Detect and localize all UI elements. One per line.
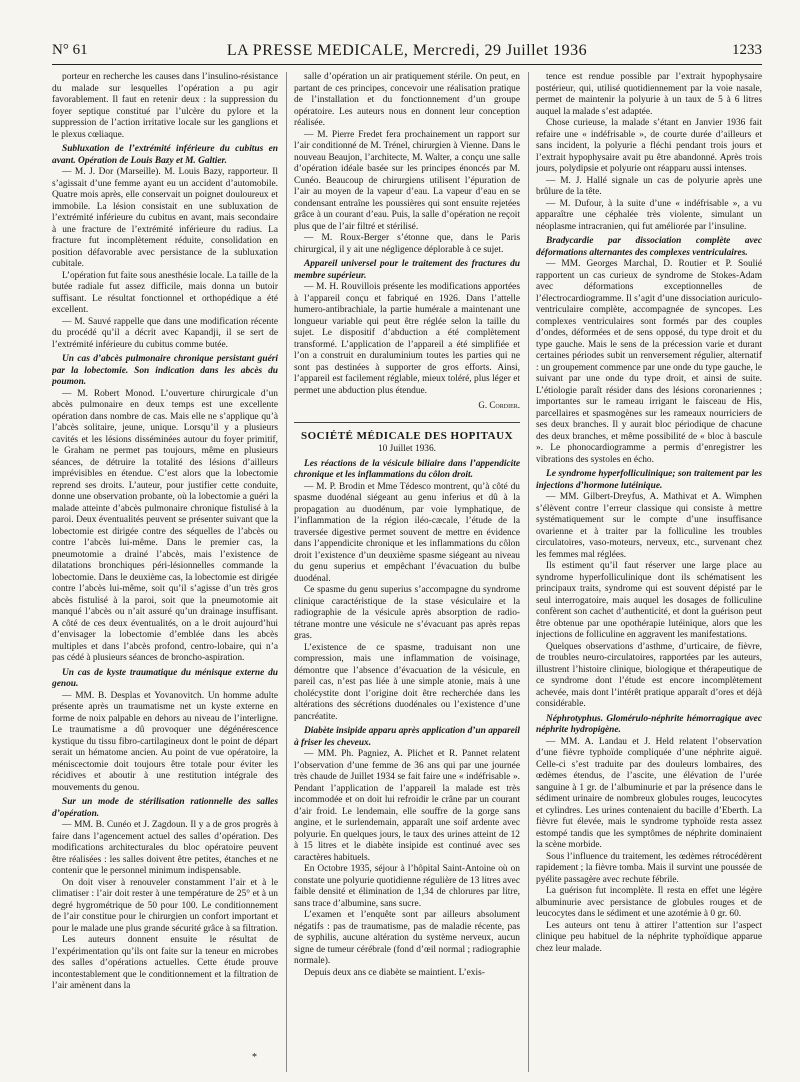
paragraph: Ce spasme du genu superius s’accompagne du syndrome clinique caractéristique de la stase vésiculaire et la radiographie de la vésicule après absorption de radio-tétrane montre une vésicule ne s’évacuant pas après repas gras. [294, 585, 520, 641]
article-title: Le syndrome hyperfolliculinique; son traitement par les injections d’hormone lutéinique. [536, 469, 762, 491]
paragraph: — MM. Gilbert-Dreyfus, A. Mathivat et A. Wimphen s’élèvent contre l’erreur classique qui consiste à mettre systématiquement sur le compte d’une insuffisance ovarienne et à traiter par la folliculine les troubles circulatoires, vaso-moteurs, nerveux, etc., survenant chez les femmes mal réglées. [536, 492, 762, 560]
paragraph: porteur en recherche les causes dans l’insulino-résistance du malade sur lesquelles l’opération a pu agir favorablement. Il faut en retenir deux : la suppression du foyer septique constitué par l’ulcère du pylore et la suppression de l’action irritative locale sur les ganglions et le plexus cœliaque. [52, 72, 278, 140]
article-title: Les réactions de la vésicule biliaire dans l’appendicite chronique et les inflammations du côlon droit. [294, 458, 520, 480]
paragraph: Depuis deux ans ce diabète se maintient. L’exis- [304, 967, 485, 978]
article-title: Sur un mode de stérilisation rationnelle des salles d’opération. [52, 797, 278, 819]
column-2 [294, 72, 520, 1072]
paragraph: — MM. B. Desplas et Yovanovitch. Un homme adulte présente après un traumatisme net un kyste externe en forme de noix palpable en dehors au niveau de l’interligne. Le traumatisme a dû provoquer une dégénérescence kystique du tissu fibro-cartilagineux dont le point de départ serait un hématome ancien. Au point de vue opératoire, la méniscectomie doit toujours être totale pour éviter les récidives et aboutir à une restitution intégrale des mouvements du genou. [52, 690, 278, 793]
column-divider [286, 72, 287, 1072]
paragraph: — M. J. Dor (Marseille). M. Louis Bazy, rapporteur. Il s’agissait d’une femme ayant eu un accident d’automobile. Quatre mois après, elle conservait un poignet douloureux et immobile. La lésion consistait en une subluxation de l’extrémité inférieure du cubitus en avant, mais secondaire à une fracture de l’extrémité inférieure du radius. La fracture fut incomplètement réduite, consolidation en position défavorable avec persistance de la subluxation cubitale. [52, 167, 278, 269]
paragraph: L’opération fut faite sous anesthésie locale. La taille de la butée radiale fut assez difficile, mais donna un butoir suffisant. Le résultat fonctionnel et orthopédique a été excellent. [52, 270, 278, 315]
paragraph: — M. Robert Monod. L’ouverture chirurgicale d’un abcès pulmonaire en deux temps est une excellente opération dans nombre de cas. Mais elle ne s’applique qu’à l’abcès solitaire, jeune, unique. Lorsqu’il y a plusieurs cavités et les lésions disséminées autour du foyer primitif, le Graham ne permet pas toujours, même en plusieurs séances, de détruire la totalité des lésions d’ailleurs imprévisibles en étendue. C’est alors que la lobectomie reprend ses droits. L’auteur, pour justifier cette conduite, donne une observation probante, où la lobectomie a guéri la malade atteinte d’abcès pulmonaire chronique fistulisé à la paroi. Deux éventualités peuvent se présenter suivant que la lobectomie est dirigée contre des séquelles de l’abcès ou contre l’abcès lui-même. Dans le premier cas, la pneumotomie a drainé l’abcès, mais l’existence de dilatations bronchiques péri-lésionnelles commande la lobectomie. Dans le deuxième cas, la lobectomie est dirigée contre l’abcès lui-même, soit qu’il s’agisse d’un très gros abcès fistulisé à la paroi, soit que la pneumotomie ait manqué l’abcès ou n’ait assuré qu’un drainage insuffisant. A côté de ces deux éventualités, on a le droit aujourd’hui d’envisager la lobectomie d’emblée dans les abcès multiples et dans l’abcès profond, centro-lobaire, qui n’a pas cédé à plusieurs séances de broncho-aspiration. [52, 388, 278, 663]
session-date: 10 Juillet 1936. [377, 444, 437, 454]
paragraph: On doit viser à renouveler constamment l’air et à le climatiser : l’air doit rester à une température de 25° et à un degré hygrométrique de 50 pour 100. Le conditionnement de l’air constitue pour le chirurgien un confort important et pour le malade une plus grande sécurité grâce à sa filtration. [52, 877, 278, 934]
paragraph: Sous l’influence du traitement, les œdèmes rétrocédèrent rapidement ; la fièvre tomba. Mais il survint une poussée de pyélite passagère avec rechute fébrile. [536, 851, 762, 885]
paragraph: — MM. B. Cunéo et J. Zagdoun. Il y a de gros progrès à faire dans l’agencement actuel des salles d’opération. Des modifications architecturales du bloc opératoire peuvent être réalisées : les salles doivent être petites, étanches et ne contenir que le personnel minimum indispensable. [52, 820, 278, 876]
paragraph: — MM. Georges Marchal, D. Routier et P. Soulié rapportent un cas curieux de syndrome de Stokes-Adam avec déformations exceptionnelles de l’électrocardiogramme. Il s’agit d’une dissociation auriculo-ventriculaire complète, accompagnée de syncopes. Les complexes ventriculaires sont formés par des couples d’ondes, déformées et de sens opposé, du type droit et du type gauche. Mais le sens de la précession varie et durant certaines périodes subit un renversement régulier, alternatif : un groupement commence par une onde du type gauche, le suivant par une onde du type droit, et ainsi de suite. L’étiologie paraît résider dans des lésions coronariennes ; importantes sur le rameau irrigant le faisceau de His, parcellaires et spasmogènes sur les rameaux nourriciers de ses deux branches. Il y aurait bloc périodique de chacune des deux branches, et même possibilité de « bloc à bascule ». Le phonocardiogramme a permis d’enregistrer les vibrations des systoles en écho. [536, 259, 762, 465]
page-header [52, 40, 762, 65]
column-divider [528, 72, 529, 1072]
section-heading: SOCIÉTÉ MÉDICALE DES HOPITAUX [294, 422, 520, 443]
paragraph: Les auteurs donnent ensuite le résultat de l’expérimentation qu’ils ont faite sur la teneur en microbes des salles d’opérations actuelles. Cette étude prouve incontestablement que le conditionnement et la filtration de l’air amènent dans la [52, 935, 278, 991]
paragraph: L’existence de ce spasme, traduisant non une compression, mais une inflammation de voisinage, démontre que l’absence d’évacuation de la vésicule, en pareil cas, n’est pas liée à une simple atonie, mais à une cholécystite dont l’origine doit être recherchée dans les altérations des sécrétions duodénales ou l’existence d’une pancréatite. [294, 642, 520, 722]
paragraph: L’examen et l’enquête sont par ailleurs absolument négatifs : pas de traumatisme, pas de maladie récente, pas de syphilis, aucune altération du système nerveux, aucun signe de tumeur cérébrale (fond d’œil normal ; radiographie normale). [294, 910, 520, 966]
paragraph: — M. P. Brodin et Mme Tédesco montrent, qu’à côté du spasme duodénal siégeant au genu inferius et dû à la propagation au duodénum, par voie lymphatique, de l’inflammation de la région iléo-cæcale, l’étude de la traversée digestive permet souvent de mettre en évidence dans l’appendicite chronique et les inflammations du côlon droit l’existence d’un deuxième spasme siégeant au niveau du genu superius et empêchant l’évacuation du bulbe duodénal. [294, 481, 520, 584]
paragraph: En Octobre 1935, séjour à l’hôpital Saint-Antoine où on constate une polyurie quotidienne régulière de 13 litres avec faible densité et élimination de 1,34 de chlorures par litre, sans trace d’albumine, sans sucre. [294, 864, 520, 909]
paragraph: Chose curieuse, la malade s’étant en Janvier 1936 fait refaire une « indéfrisable », de courte durée d’ailleurs et sans incident, la polyurie a fléchi pendant trois jours et l’extrait hypophysaire avait pu être abandonné. Après trois jours, polydipsie et polyurie ont réapparu aussi intenses. [536, 118, 762, 174]
paragraph: — M. J. Hallé signale un cas de polyurie après une brûlure de la tête. [536, 175, 762, 197]
paragraph: — M. Roux-Berger s’étonne que, dans le Paris chirurgical, il y ait une négligence déplorable à ce sujet. [294, 233, 520, 255]
author-signature: G. Cordier. [478, 400, 520, 410]
column-1 [52, 72, 278, 1072]
paragraph: — MM. Ph. Pagniez, A. Plichet et R. Pannet relatent l’observation d’une femme de 36 ans qui par une journée très chaude de Juillet 1934 se fait faire une « indéfrisable ». Pendant l’application de l’appareil la malade est très incommodée et on doit lui refroidir le crâne par un courant d’air froid. Le lendemain, elle souffre de la gorge sans angine, et le surlendemain, apparaît une soif ardente avec polyurie. En quelques jours, le taux des urines atteint de 12 à 15 litres et le diabète insipide est continué avec ses caractères habituels. [294, 749, 520, 863]
paragraph: tence est rendue possible par l’extrait hypophysaire postérieur, qui, utilisé quotidiennement par la voie nasale, permet de maintenir la polyurie à un taux de 5 à 6 litres auquel la malade s’est adaptée. [536, 72, 762, 117]
article-title: Un cas de kyste traumatique du ménisque externe du genou. [52, 667, 278, 689]
paragraph: Les auteurs ont tenu à attirer l’attention sur l’aspect clinique peu habituel de la néphrite typhoïdique apparue chez leur malade. [536, 920, 762, 954]
paragraph: La guérison fut incomplète. Il resta en effet une légère albuminurie avec persistance de globules rouges et de leucocytes dans le sédiment et une azotémie à 0 gr. 60. [536, 886, 762, 919]
article-title: Bradycardie par dissociation complète avec déformations alternantes des complexes ventriculaires. [536, 236, 762, 258]
article-title: Diabète insipide apparu après application d’un appareil à friser les cheveux. [294, 726, 520, 748]
issue-number: N° 61 [52, 42, 88, 58]
paragraph: — M. H. Rouvillois présente les modifications apportées à l’appareil conçu et fabriqué en 1926. Dans l’attelle humero-antibrachiale, la partie humérale a maintenant une longueur variable qui peut être réglée selon la taille du sujet. Le dispositif d’abduction a été complètement transformé. L’application de l’appareil a été simplifiée et l’on a construit en duraluminium toutes les parties qui ne sont pas destinées à supporter de gros efforts. Ainsi, l’appareil est facilement réglable, mieux toléré, plus léger et permet une abduction plus étendue. [294, 282, 520, 396]
journal-title: LA PRESSE MEDICALE, Mercredi, 29 Juillet 1936 [226, 42, 588, 59]
article-title: Néphrotyphus. Glomérulo-néphrite hémorragique avec néphrite hydropigène. [536, 713, 762, 735]
article-title: Subluxation de l’extrémité inférieure du cubitus en avant. Opération de Louis Bazy et M. Galtier. [52, 144, 278, 166]
paragraph: — M. Pierre Fredet fera prochainement un rapport sur l’air conditionné de M. Trénel, chirurgien à Vienne. Dans le nouveau Beaujon, l’architecte, M. Walter, a conçu une salle d’opération idéale basée sur les principes énoncés par M. Cunéo. Beaucoup de chirurgiens utilisent l’épuration de l’air au moyen de la vapeur d’eau. La vapeur d’eau en se condensant entraîne les poussières qui sont ensuite rejetées grâce à un courant d’eau. Puis, la salle d’opération ne reçoit plus que de l’air filtré et stérilisé. [294, 129, 520, 232]
paragraph: — M. Dufour, à la suite d’une « indéfrisable », a vu apparaître une céphalée très violente, simulant un néoplasme intracranien, qui fut améliorée par l’insuline. [536, 198, 762, 232]
newspaper-page [52, 0, 762, 1082]
page-number: 1233 [732, 42, 762, 58]
footer-asterisk-mark: * [252, 1052, 257, 1063]
paragraph: — M. Sauvé rappelle que dans une modification récente du procédé qu’il a décrit avec Kapandji, il se sert de l’extrémité inférieure du cubitus comme butée. [52, 316, 278, 350]
column-3 [536, 72, 762, 1072]
paragraph: Quelques observations d’asthme, d’urticaire, de fièvre, de troubles neuro-circulatoires, rapportées par les auteurs, illustrent l’histoire clinique, biologique et thérapeutique de ce syndrome dont l’étude est encore incomplètement achevée, mais dont l’intérêt pratique apparaît d’ores et déjà considérable. [536, 641, 762, 709]
article-title: Appareil universel pour le traitement des fractures du membre supérieur. [294, 259, 520, 281]
paragraph: Ils estiment qu’il faut réserver une large place au syndrome hyperfolliculinique dont ils schématisent les principaux traits, syndrome qui est souvent dépisté par le seul interrogatoire, mais auquel les dosages de folliculine confèrent son cachet d’authenticité, et dont la guérison peut être obtenue par une opothérapie lutéinique, alors que les injections de folliculine en aggravent les manifestations. [536, 561, 762, 640]
paragraph: — MM. A. Landau et J. Held relatent l’observation d’une fièvre typhoïde compliquée d’une néphrite aiguë. Celle-ci s’est traduite par des douleurs lombaires, des œdèmes étendus, de l’ascite, une élévation de l’urée sanguine à 1 gr. de l’albuminurie et par la présence dans le sédiment urinaire de nombreux globules rouges, leucocytes et cylindres. Les urines contenaient du bacille d’Eberth. La fièvre fut élevée, mais le syndrome typhoïde resta assez estompé tandis que les symptômes de néphrite dominaient la scène morbide. [536, 736, 762, 850]
article-title: Un cas d’abcès pulmonaire chronique persistant guéri par la lobectomie. Son indication dans les abcès du poumon. [52, 354, 278, 387]
paragraph: salle d’opération un air pratiquement stérile. On peut, en partant de ces principes, concevoir une réalisation pratique de l’installation et du fonctionnement d’un groupe opératoire. Les auteurs nous en donnent leur conception réalisée. [294, 72, 520, 128]
